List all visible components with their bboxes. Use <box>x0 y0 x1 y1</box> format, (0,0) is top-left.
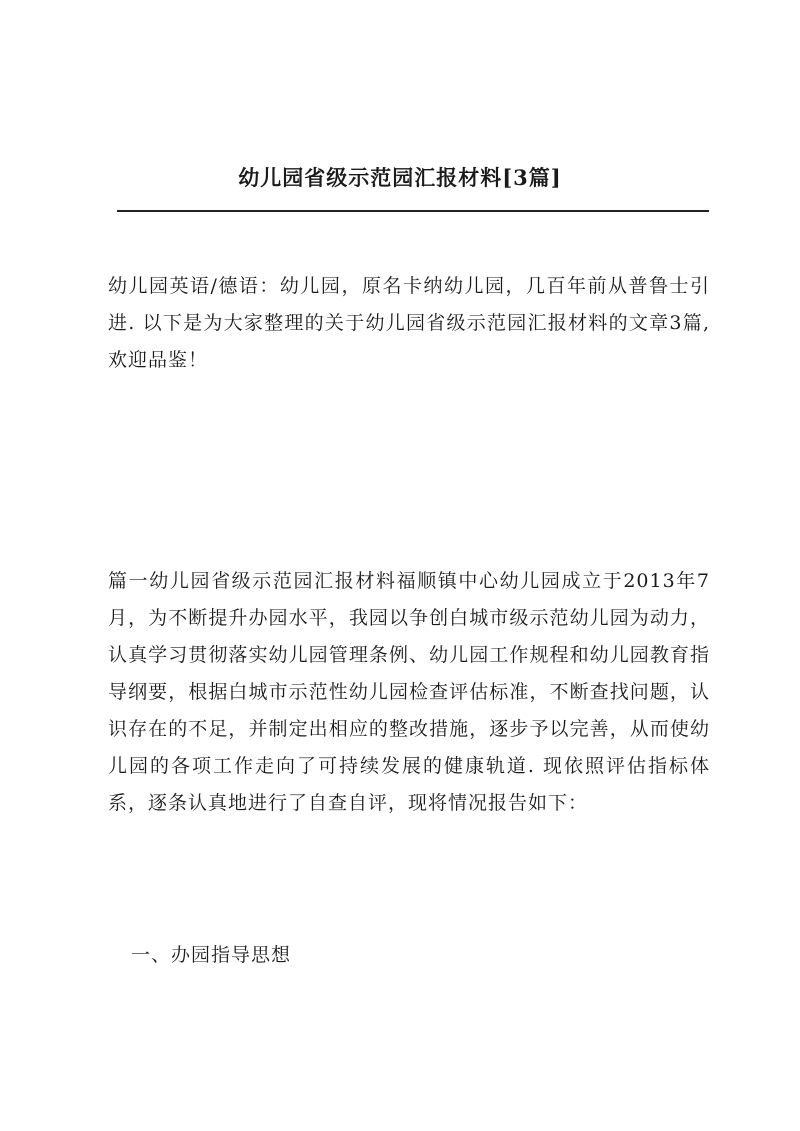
section-heading: 一、办园指导思想 <box>131 944 292 966</box>
document-title: 幼儿园省级示范园汇报材料[3篇] <box>238 165 562 190</box>
intro-paragraph: 幼儿园英语/德语：幼儿园，原名卡纳幼儿园，几百年前从普鲁士引进. 以下是为大家整理的关于幼儿园省级示范园汇报材料的文章3篇,欢迎品鉴！ <box>108 275 710 371</box>
title-underline-divider <box>117 210 709 212</box>
body-paragraph: 篇一幼儿园省级示范园汇报材料福顺镇中心幼儿园成立于2013年7月，为不断提升办园水平，我园以争创白城市级示范幼儿园为动力，认真学习贯彻落实幼儿园管理条例、幼儿园工作规程和幼儿园教育指导纲要，根据白城市示范性幼儿园检查评估标准，不断查找问题，认识存在的不足，并制定出相应的整改措施，逐步予以完善，从而使幼儿园的各项工作走向了可持续发展的健康轨道. 现依照评估指标体系，逐条认真地进行了自查自评，现将情况报告如下： <box>108 570 710 814</box>
